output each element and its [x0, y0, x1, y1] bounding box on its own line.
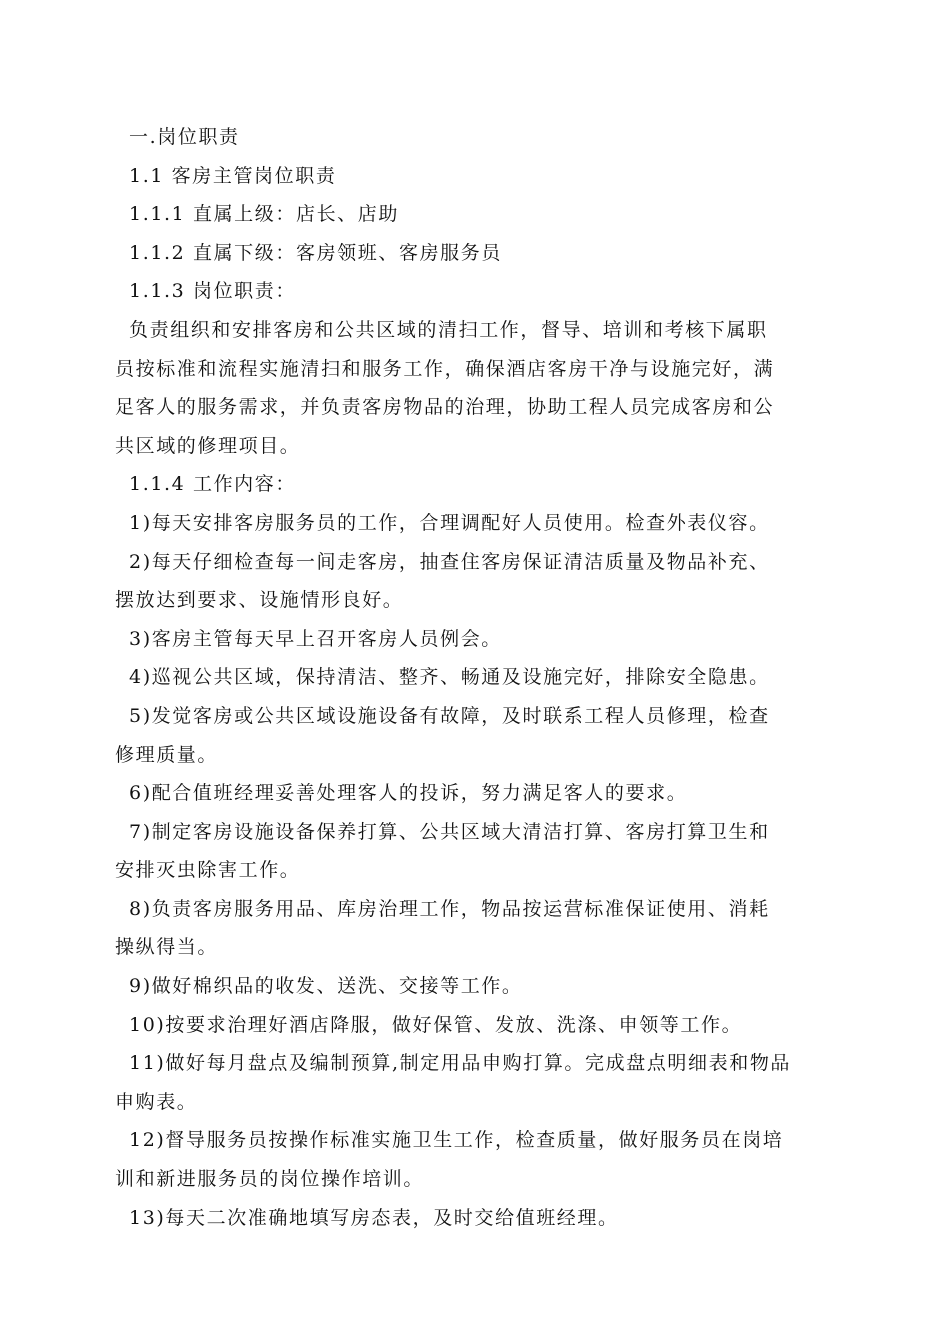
text-line: 6)配合值班经理妥善处理客人的投诉，努力满足客人的要求。 [129, 782, 688, 805]
text-line: 负责组织和安排客房和公共区域的清扫工作，督导、培训和考核下属职 [129, 318, 768, 341]
text-line: 修理质量。 [115, 743, 219, 766]
text-line: 足客人的服务需求，并负责客房物品的治理，协助工程人员完成客房和公 [115, 396, 775, 419]
text-line: 1.1.3 岗位职责： [129, 280, 296, 303]
text-line: 一.岗位职责 [129, 126, 240, 148]
text-line: 12)督导服务员按操作标准实施卫生工作，检查质量，做好服务员在岗培 [129, 1129, 784, 1152]
text-line: 操纵得当。 [115, 936, 219, 959]
text-line: 1.1.2 直属下级：客房领班、客房服务员 [129, 241, 502, 264]
text-line: 1.1 客房主管岗位职责 [129, 164, 337, 187]
text-line: 员按标准和流程实施清扫和服务工作，确保酒店客房干净与设施完好，满 [115, 357, 775, 380]
text-line: 1.1.1 直属上级：店长、店助 [129, 203, 399, 226]
text-line: 3)客房主管每天早上召开客房人员例会。 [129, 627, 502, 650]
text-line: 1.1.4 工作内容： [129, 473, 296, 496]
text-line: 7)制定客房设施设备保养打算、公共区域大清洁打算、客房打算卫生和 [129, 820, 770, 843]
text-line: 安排灭虫除害工作。 [115, 859, 301, 882]
text-line: 4)巡视公共区域，保持清洁、整齐、畅通及设施完好，排除安全隐患。 [129, 666, 770, 689]
text-line: 9)做好棉织品的收发、送洗、交接等工作。 [129, 975, 523, 998]
text-line: 1)每天安排客房服务员的工作，合理调配好人员使用。检查外表仪容。 [129, 511, 770, 534]
text-line: 摆放达到要求、设施情形良好。 [115, 589, 404, 612]
text-line: 2)每天仔细检查每一间走客房，抽查住客房保证清洁质量及物品补充、 [129, 550, 770, 573]
text-line: 训和新进服务员的岗位操作培训。 [115, 1168, 425, 1191]
text-line: 10)按要求治理好酒店降服，做好保管、发放、洗涤、申领等工作。 [129, 1013, 743, 1036]
text-line: 申购表。 [115, 1090, 198, 1113]
text-line: 8)负责客房服务用品、库房治理工作，物品按运营标准保证使用、消耗 [129, 897, 770, 920]
document-body [115, 118, 835, 1237]
text-line: 5)发觉客房或公共区域设施设备有故障，及时联系工程人员修理，检查 [129, 704, 770, 727]
text-line: 11)做好每月盘点及编制预算,制定用品申购打算。完成盘点明细表和物品 [129, 1052, 792, 1075]
text-line: 13)每天二次准确地填写房态表，及时交给值班经理。 [129, 1206, 619, 1229]
text-line: 共区域的修理项目。 [115, 434, 301, 457]
